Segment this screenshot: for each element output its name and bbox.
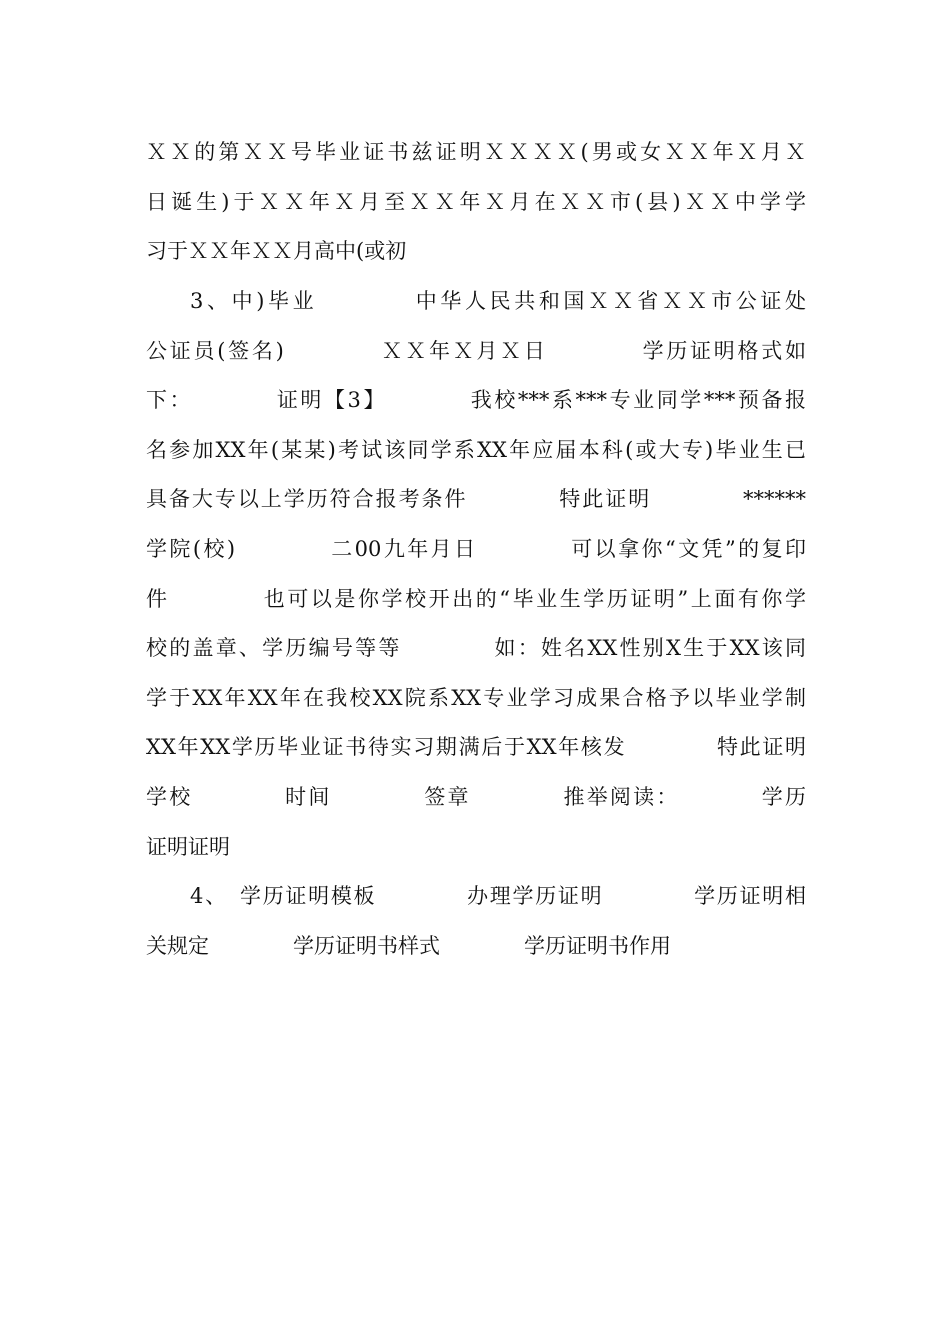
body-line-12: 学于XX年XX年在我校XX院系XX专业学习成果合格予以毕业学制 xyxy=(146,686,806,710)
body-line-4: 3、中)毕业 中华人民共和国ＸＸ省ＸＸ市公证处 xyxy=(190,289,806,313)
body-line-17: 关规定 学历证明书样式 学历证明书作用 xyxy=(146,934,671,958)
body-line-1: ＸＸ的第ＸＸ号毕业证书兹证明ＸＸＸＸ(男或女ＸＸ年Ｘ月Ｘ xyxy=(146,140,806,164)
body-line-13: XX年XX学历毕业证书待实习期满后于XX年核发 特此证明 xyxy=(146,735,806,759)
body-line-5: 公证员(签名) ＸＸ年Ｘ月Ｘ日 学历证明格式如 xyxy=(146,339,806,363)
body-line-10: 件 也可以是你学校开出的“毕业生学历证明”上面有你学 xyxy=(146,587,806,611)
body-line-11: 校的盖章、学历编号等等 如：姓名XX性别X生于XX该同 xyxy=(146,636,806,660)
body-line-16: 4、 学历证明模板 办理学历证明 学历证明相 xyxy=(190,884,806,908)
body-line-7: 名参加XX年(某某)考试该同学系XX年应届本科(或大专)毕业生已 xyxy=(146,438,806,462)
body-line-15: 证明证明 xyxy=(146,835,230,859)
body-line-3: 习于ＸＸ年ＸＸ月高中(或初 xyxy=(146,239,407,263)
body-line-9: 学院(校) 二00九年月日 可以拿你“文凭”的复印 xyxy=(146,537,806,561)
body-line-2: 日诞生)于ＸＸ年Ｘ月至ＸＸ年Ｘ月在ＸＸ市(县)ＸＸ中学学 xyxy=(146,190,806,214)
body-line-6: 下： 证明【3】 我校***系***专业同学***预备报 xyxy=(146,388,806,412)
body-line-14: 学校 时间 签章 推举阅读： 学历 xyxy=(146,785,806,809)
body-line-8: 具备大专以上学历符合报考条件 特此证明 ****** xyxy=(146,487,806,511)
